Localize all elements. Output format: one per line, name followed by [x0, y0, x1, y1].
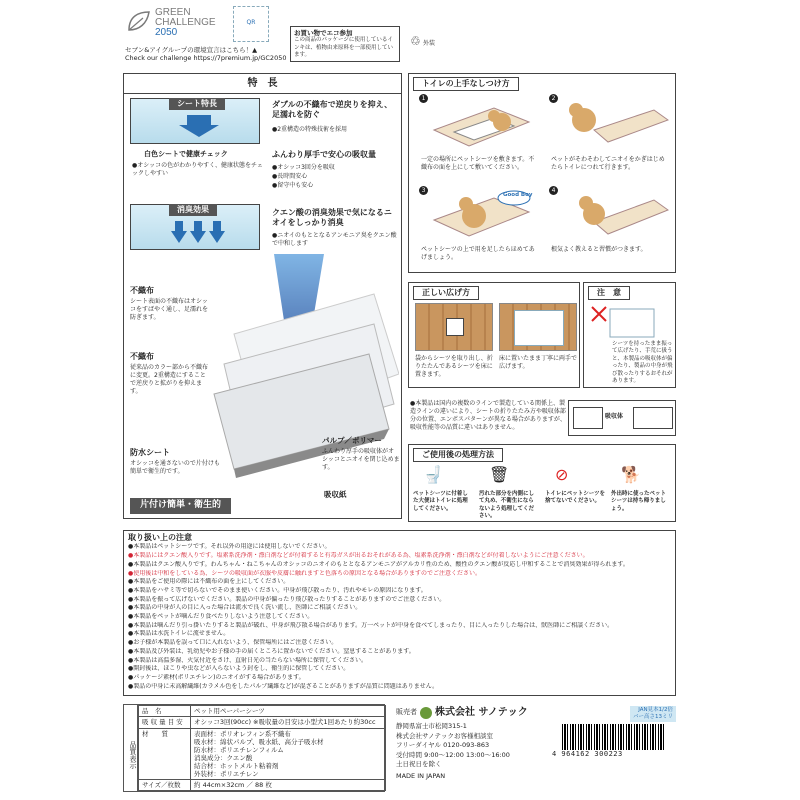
handling-title: 取り扱い上の注意 [128, 533, 192, 542]
layer1-title: 不織布 [130, 286, 154, 295]
absorb-paper-label: 吸収紙 [324, 490, 347, 499]
handling-lines [128, 543, 671, 691]
disposal-icon-1: 🚽 [423, 465, 443, 484]
handling-line: ●本製品を振って広げないでください。製品の中身が偏ったり飛び散ったりすることがありますのでご注意ください。 [128, 595, 446, 603]
bottom-banner: 片付け簡単・衛生的 [130, 498, 231, 514]
handling-line: ●本製品は噛んだり引っ掛いたりすると製品が破れ、中身が飛び散る場合があります。万一ペットが中身を食べてしまったり、目に入ったりした場合は、獣医師にご相談ください。 [128, 621, 614, 629]
leaf-icon [125, 8, 151, 34]
barcode-block [548, 706, 676, 760]
barcode-note [630, 706, 676, 722]
challenge-text-ja: セブン&アイグループの環境宣言はこちら！▲ [125, 46, 258, 54]
eco-body: この商品のパッケージに使用しているインキは、植物由来原料を一部使用しています。 [294, 37, 394, 58]
thick-bullet-3: ●留守中も安心 [272, 182, 314, 189]
handling-line: ●本製品は水洗トイレに流せません。 [128, 630, 230, 638]
deodor-bullet: ●ニオイのもととなるアンモニア臭をクエン酸で中和します [272, 232, 397, 248]
disposal-text-1: ペットシーツに付着した大便はトイレに処理してください。 [413, 491, 468, 512]
absorber-label: 吸収体 [605, 413, 624, 420]
seller-block [396, 706, 546, 781]
handling-line: ●使用後は中和をしている為、シーツの吸収面が衣服や皮膚に触れますと色落ちの原因となる場合がありますのでご注意ください。 [128, 569, 481, 577]
thick-bullet-1: ●オシッコ3回分を吸収 [272, 164, 335, 171]
deodor-tag: 消臭効果 [169, 204, 217, 216]
training-panel [408, 73, 676, 273]
features-title: 特 長 [124, 74, 401, 94]
spec-row [139, 728, 386, 779]
down-arrow-icon [179, 115, 219, 137]
spec-value: オシッコ3回(90cc) ※吸収量の目安は小型犬1回あたり約30cc [191, 717, 386, 728]
spread-step-2-text: 床に置いたまま丁寧に両手で広げます。 [499, 355, 578, 371]
seller-hours: 受付時間 9:00〜12:00 13:00〜16:00 [396, 750, 510, 759]
handling-line: ●本製品はクエン酸入りです。わんちゃん・ねこちゃんのオシッコのニオイのもととなるアンモニアがアルカリ性のため、酸性のクエン酸が反応し中和することで消臭効果が得られます。 [128, 560, 629, 568]
handling-line: ●本製品及び外装は、乳幼児やお子様の手の届くところに置かないでください。窒息することがあります。 [128, 647, 415, 655]
step-4-text: 根気よく教えると習慣がつきます。 [551, 246, 647, 253]
spec-table [138, 705, 386, 791]
absorber-right [633, 407, 673, 429]
layer1-text: シート表面の不織布はオシッコをすばやく通し、足濡れを防ぎます。 [130, 298, 209, 322]
absorber-diagram [568, 400, 676, 436]
step-1-icon [446, 318, 464, 336]
step-2-number: 2 [549, 94, 558, 103]
pulp-text: ふんわり厚手の吸収体がオシッコとニオイを閉じ込めます。 [322, 448, 400, 472]
deodor-heading: クエン酸の消臭効果で気になるニオイをしっかり消臭 [272, 208, 392, 228]
spec-row [139, 779, 386, 790]
handling-line: ●本製品はペットシーツです。それ以外の用途には使用しないでください。 [128, 543, 331, 551]
handling-line: ●本製品は高温多湿、火気付近をさけ、直射日光の当たらない場所に保管してください。 [128, 656, 367, 664]
spec-row [139, 706, 386, 717]
white-sheet-bullet: ●オシッコの色がわかりやすく、健康状態をチェックしやすい [132, 162, 263, 178]
spec-side-label: 品質表示 [124, 705, 138, 791]
spec-row [139, 717, 386, 728]
recycle-icon: ♲ [410, 34, 421, 48]
barcode-digits: 4 964162 300223 [552, 750, 623, 758]
spread-step-1-text: 袋からシーツを取り出し、折りたたんであるシーツを床に置きます。 [415, 355, 493, 379]
seller-support: 株式会社サノテックお客様相談室 [396, 731, 494, 740]
disposal-icon-4: 🐕 [621, 465, 641, 484]
caution-panel [583, 282, 676, 388]
handling-panel [123, 530, 676, 696]
handling-line: ●パッケージ素材(ポリエチレン)のニオイがする場合があります。 [128, 673, 305, 681]
company-name: 株式会社 サノテック [435, 707, 528, 718]
logo-line-3: 2050 [155, 27, 178, 38]
step-4-illustration [554, 188, 669, 240]
pulp-title: パルプ／ポリマー [322, 436, 382, 445]
disposal-icon-3: ⊘ [555, 465, 569, 484]
spread-title: 正しい広げ方 [413, 286, 479, 300]
layer3-text: オシッコを通さないので片付けも簡単で衛生的です。 [130, 460, 220, 476]
challenge-text [125, 46, 295, 63]
absorber-left [573, 407, 603, 429]
disposal-panel [408, 444, 676, 522]
caution-title: 注 意 [588, 286, 630, 300]
spec-value: 表面材：ポリオレフィン系不織布 吸水材：綿状パルプ、吸水紙、高分子吸水材 防水材：ポリエチレンフィルム 消臭成分：クエン酸 結合材：ホットメルト粘着剤 外装材：ポリエチレン [191, 728, 386, 779]
disposal-text-4: 外出時に使ったペットシーツは持ち帰りましょう。 [611, 491, 667, 512]
qr-code-placeholder [233, 6, 269, 42]
good-boy-bubble: Good Boy [503, 192, 533, 198]
barcode-bars [562, 724, 666, 750]
spec-key: 品 名 [139, 706, 191, 717]
company-logo-icon [420, 707, 432, 719]
handling-line: ●本製品にはクエン酸入りです。塩素系洗浄剤・漂白剤などが付着すると有毒ガスが出るおそれがある為、塩素系洗浄剤・漂白剤などが付着しないようにご注意ください。 [128, 552, 589, 560]
deodor-graphic [130, 204, 260, 250]
sheet-bullet: ●2重構造の特殊技術を採用 [272, 126, 348, 133]
sheet-heading: ダブルの不織布で逆戻りを抑え、足濡れを防ぐ [272, 100, 393, 120]
seller-address: 静岡県富士市松岡315-1 [396, 722, 467, 730]
layer2-text: 従来品のカラー部から不織布に変更。2重構造にすることで逆戻りと拡がりを抑えます。 [130, 364, 209, 396]
green-challenge-logo [125, 6, 225, 44]
triple-down-arrow-icon [171, 221, 225, 243]
spread-panel [408, 282, 580, 388]
thick-bullet-2: ●長時間安心 [272, 173, 308, 180]
step-1-number: 1 [419, 94, 428, 103]
step-1-illustration [424, 100, 534, 152]
disposal-text-2: 汚れた部分を内側にして丸め、不衛生にならないよう処理してください。 [479, 491, 535, 520]
seller-label: 販売者 [396, 707, 417, 716]
spread-step-2-image [499, 303, 577, 351]
barcode-note-2: バー高さ13ミリ [633, 714, 673, 720]
recycle-mark [410, 34, 460, 54]
step-4-number: 4 [549, 186, 558, 195]
step-1-text: 一定の場所にペットシーツを敷きます。不織布の面を上にして敷いてください。 [421, 156, 535, 172]
seller-dial[interactable]: フリーダイヤル 0120-093-863 [396, 741, 490, 749]
handling-line: ●本製品をご使用の際には不織布の面を上にしてください。 [128, 578, 290, 586]
disposal-text-3: トイレにペットシーツを捨てないでください。 [545, 491, 606, 505]
spread-step-1-image [415, 303, 493, 351]
step-3-text: ペットシーツの上で用を足したらほめてあげましょう。 [421, 246, 535, 262]
training-title: トイレの上手なしつけ方 [413, 77, 519, 91]
recycle-label: 外装 [423, 40, 436, 47]
white-sheet-heading: 白色シートで健康チェック [144, 150, 228, 158]
seller-holiday: 土日祝日を除く [396, 760, 442, 768]
eco-title: お買い物でエコ参加 [294, 29, 353, 37]
spec-value: ペット用ペーパーシーツ [191, 706, 386, 717]
spec-value: 約 44cm×32cm ／ 88 枚 [191, 779, 386, 790]
thick-heading: ふんわり厚手で安心の吸収量 [272, 150, 376, 159]
spec-key: 吸 収 量 目 安 [139, 717, 191, 728]
step-2-illustration [554, 100, 669, 152]
features-panel [123, 73, 402, 519]
step-2-text: ペットがそわそわしてニオイをかぎはじめたらトイレにつれて行きます。 [551, 156, 665, 172]
logo-line-1: GREEN [155, 7, 191, 18]
eco-box [290, 26, 400, 62]
handling-line: ●本製品の中身が人の目に入った場合は流水で良く洗い流し、医師にご相談ください。 [128, 604, 362, 612]
step-2-sheet [514, 310, 564, 346]
qr-label: QR [246, 19, 256, 26]
handling-line: ●お子様が本製品を誤って口に入れないよう、保管場所にはご注意ください。 [128, 639, 338, 647]
step-3-number: 3 [419, 186, 428, 195]
made-in: MADE IN JAPAN [396, 771, 446, 780]
layer3-title: 防水シート [130, 448, 170, 457]
spec-key: 材 質 [139, 728, 191, 779]
handling-line: ●本製品をハサミ等で切らないでそのまま使いください。中身が飛び散ったり、汚れやモレの原因になります。 [128, 586, 427, 594]
spec-table-wrap [123, 704, 385, 792]
layer2-title: 不織布 [130, 352, 154, 361]
disposal-title: ご使用後の処理方法 [413, 448, 503, 462]
caution-illustration [590, 303, 670, 341]
handling-line: ●開封後は、ほこりや虫などが入らないよう封をし、衛生的に保管してください。 [128, 665, 350, 673]
production-note: ●本製品は国内の複数のラインで製造している関係上、製造ラインの違いにより、シートの折りたたみ方や吸収体部分の位置、エンボスパターンが異なる場合がありますが、吸収性能等の品質に違いはありません。 [410, 400, 566, 432]
caution-text: シーツを持ったまま振って広げたり、手荒に扱うと、本製品の吸収体が偏ったり、製品の中身が飛び散ったりするおそれがあります。 [612, 341, 673, 385]
spec-key: サイズ／枚数 [139, 779, 191, 790]
disposal-icon-2: 🗑 [489, 465, 510, 484]
handling-line: ●本製品をペットが噛んだり食べたりしないよう注意してください。 [128, 613, 314, 621]
logo-line-2: CHALLENGE [155, 17, 216, 28]
sheet-feature-graphic [130, 98, 260, 144]
challenge-url[interactable]: Check our challenge https://7premium.jp/GC2050 [125, 54, 287, 63]
sheet-feature-tag: シート特長 [169, 98, 225, 110]
barcode-note-1: JAN見本1/2倍 [638, 707, 673, 713]
handling-line: ●製品の中身に未高解繊維(カラメル色をしたパルプ繊維など)が混ざることがありますが品質に問題はありません。 [128, 682, 439, 690]
